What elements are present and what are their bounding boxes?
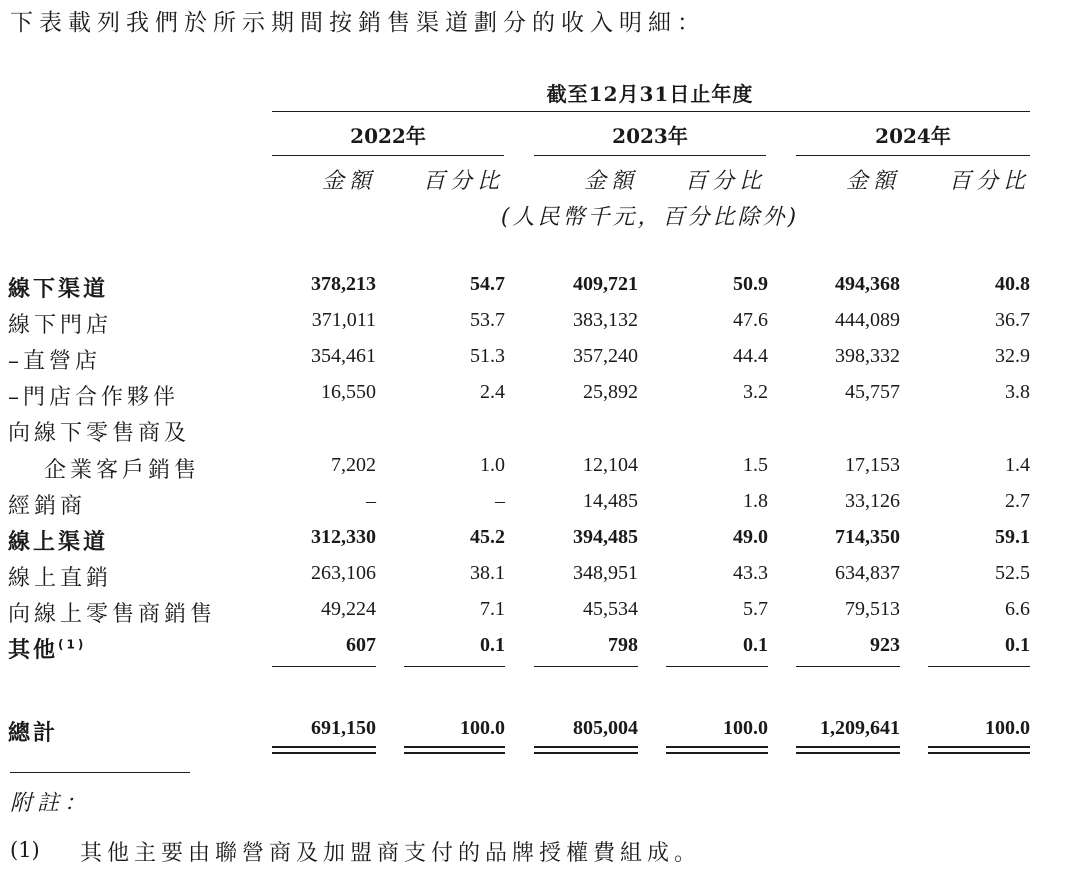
percentage-cell: 59.1 bbox=[995, 525, 1030, 548]
amount-cell: 33,126 bbox=[845, 489, 900, 512]
table-row bbox=[0, 557, 1077, 593]
year-header-2024: 2024年 bbox=[875, 124, 951, 148]
amount-cell: 7,202 bbox=[331, 453, 376, 476]
amount-cell: 383,132 bbox=[573, 309, 638, 332]
row-label bbox=[8, 380, 179, 411]
subtotal-rule bbox=[272, 666, 376, 667]
percentage-cell: 3.2 bbox=[743, 381, 768, 404]
percentage-cell: 1.5 bbox=[743, 453, 768, 476]
percentage-cell: 0.1 bbox=[743, 634, 768, 656]
percentage-header-2024: 百分比 bbox=[948, 169, 1030, 194]
amount-cell: 714,350 bbox=[835, 525, 900, 548]
table-row bbox=[0, 521, 1077, 557]
percentage-cell: 50.9 bbox=[733, 273, 768, 295]
amount-cell: 49,224 bbox=[321, 597, 376, 620]
percentage-cell: 2.7 bbox=[1005, 489, 1030, 512]
percentage-cell: 40.8 bbox=[995, 273, 1030, 295]
row-label-text: 經銷商 bbox=[8, 493, 87, 519]
amount-cell: 409,721 bbox=[573, 273, 638, 295]
total-double-rule bbox=[272, 746, 376, 754]
total-double-rule bbox=[666, 746, 768, 754]
notes-title: 附註： bbox=[10, 791, 92, 816]
amount-cell: 25,892 bbox=[583, 381, 638, 404]
percentage-cell: 38.1 bbox=[470, 561, 505, 584]
percentage-cell: 51.3 bbox=[470, 345, 505, 368]
percentage-cell: – bbox=[495, 489, 505, 512]
total-double-rule bbox=[404, 746, 505, 754]
unit-note: (人民幣千元，百分比除外) bbox=[500, 205, 800, 230]
row-label bbox=[44, 453, 200, 484]
subtotal-rule bbox=[534, 666, 638, 667]
row-label-text: 線下渠道 bbox=[8, 277, 109, 302]
amount-cell: 79,513 bbox=[845, 597, 900, 620]
percentage-header-2022: 百分比 bbox=[422, 169, 504, 194]
percentage-cell: 2.4 bbox=[480, 381, 505, 404]
percentage-cell: 52.5 bbox=[995, 561, 1030, 584]
table-row bbox=[0, 412, 1077, 448]
amount-cell: 354,461 bbox=[311, 345, 376, 368]
total-double-rule bbox=[534, 746, 638, 754]
year-rule-2023 bbox=[534, 155, 766, 156]
total-percentage-cell: 100.0 bbox=[460, 717, 505, 739]
year-header-2022: 2022年 bbox=[350, 124, 426, 148]
subtotal-rule bbox=[404, 666, 505, 667]
subtotal-rule bbox=[796, 666, 900, 667]
amount-cell: 14,485 bbox=[583, 489, 638, 512]
percentage-cell: 54.7 bbox=[470, 273, 505, 295]
amount-cell: 45,534 bbox=[583, 597, 638, 620]
percentage-cell: 53.7 bbox=[470, 309, 505, 332]
percentage-cell: 49.0 bbox=[733, 525, 768, 548]
total-double-rule bbox=[928, 746, 1030, 754]
amount-cell: 378,213 bbox=[311, 273, 376, 295]
row-label bbox=[8, 561, 112, 592]
percentage-cell: 43.3 bbox=[733, 561, 768, 584]
amount-cell: 398,332 bbox=[835, 345, 900, 368]
table-row bbox=[0, 449, 1077, 485]
row-label bbox=[8, 416, 190, 447]
percentage-cell: 47.6 bbox=[733, 309, 768, 332]
amount-cell: 16,550 bbox=[321, 381, 376, 404]
row-label-text: 線上渠道 bbox=[8, 529, 109, 555]
amount-cell: 45,757 bbox=[845, 381, 900, 404]
row-label bbox=[8, 597, 216, 628]
amount-cell: – bbox=[366, 489, 376, 512]
percentage-cell: 44.4 bbox=[733, 345, 768, 368]
amount-cell: 371,011 bbox=[311, 309, 376, 332]
table-row bbox=[0, 485, 1077, 521]
year-rule-2022 bbox=[272, 155, 504, 156]
percentage-cell: 45.2 bbox=[470, 525, 505, 548]
row-label-text: 線下門店 bbox=[8, 313, 113, 339]
percentage-cell: 5.7 bbox=[743, 597, 768, 620]
total-row bbox=[0, 712, 1077, 748]
row-label-text: 向線上零售商銷售 bbox=[8, 601, 217, 627]
total-percentage-cell: 100.0 bbox=[985, 717, 1030, 739]
total-label: 總計 bbox=[8, 721, 59, 746]
percentage-cell: 0.1 bbox=[480, 634, 505, 656]
row-label bbox=[8, 489, 86, 520]
amount-cell: 798 bbox=[608, 634, 638, 656]
table-row bbox=[0, 268, 1077, 304]
year-rule-2024 bbox=[796, 155, 1030, 156]
row-label-text: 企業客戶銷售 bbox=[44, 457, 201, 483]
percentage-cell: 32.9 bbox=[995, 345, 1030, 368]
percentage-cell: 1.0 bbox=[480, 453, 505, 476]
table-row bbox=[0, 629, 1077, 665]
amount-header-2024: 金額 bbox=[845, 169, 900, 194]
table-row bbox=[0, 376, 1077, 412]
total-percentage-cell: 100.0 bbox=[723, 717, 768, 739]
percentage-cell: 1.4 bbox=[1005, 453, 1030, 476]
subtotal-rule bbox=[666, 666, 768, 667]
row-label bbox=[8, 344, 101, 375]
row-label-text: –門店合作夥伴 bbox=[8, 385, 180, 411]
table-row bbox=[0, 593, 1077, 629]
period-rule bbox=[272, 111, 1030, 112]
table-row bbox=[0, 340, 1077, 376]
note-marker: (1) bbox=[58, 637, 87, 652]
percentage-cell: 7.1 bbox=[480, 597, 505, 620]
percentage-cell: 1.8 bbox=[743, 489, 768, 512]
total-amount-cell: 691,150 bbox=[311, 717, 376, 739]
amount-cell: 923 bbox=[870, 634, 900, 656]
total-double-rule bbox=[796, 746, 900, 754]
note-number: (1) bbox=[10, 838, 40, 862]
amount-cell: 634,837 bbox=[835, 561, 900, 584]
row-label bbox=[8, 525, 108, 556]
note-text: 其他主要由聯營商及加盟商支付的品牌授權費組成。 bbox=[80, 841, 702, 866]
percentage-cell: 36.7 bbox=[995, 309, 1030, 332]
table-row bbox=[0, 304, 1077, 340]
amount-cell: 444,089 bbox=[835, 309, 900, 332]
amount-cell: 263,106 bbox=[311, 561, 376, 584]
row-label bbox=[8, 272, 108, 303]
percentage-header-2023: 百分比 bbox=[684, 169, 766, 194]
amount-cell: 348,951 bbox=[573, 561, 638, 584]
row-label-text: 向線下零售商及 bbox=[8, 421, 191, 447]
row-label bbox=[8, 308, 112, 339]
amount-cell: 17,153 bbox=[845, 453, 900, 476]
notes-divider bbox=[10, 772, 190, 773]
period-header: 截至12月31日止年度 bbox=[546, 82, 754, 106]
total-amount-cell: 1,209,641 bbox=[820, 717, 900, 739]
amount-header-2023: 金額 bbox=[583, 169, 638, 194]
row-label-text: –直營店 bbox=[8, 349, 102, 375]
year-header-2023: 2023年 bbox=[612, 124, 688, 148]
percentage-cell: 3.8 bbox=[1005, 381, 1030, 404]
amount-cell: 607 bbox=[346, 634, 376, 656]
row-label bbox=[8, 633, 86, 664]
amount-cell: 394,485 bbox=[573, 525, 638, 548]
amount-cell: 12,104 bbox=[583, 453, 638, 476]
amount-cell: 357,240 bbox=[573, 345, 638, 368]
amount-cell: 494,368 bbox=[835, 273, 900, 295]
amount-cell: 312,330 bbox=[311, 525, 376, 548]
subtotal-rule bbox=[928, 666, 1030, 667]
percentage-cell: 0.1 bbox=[1005, 634, 1030, 656]
total-amount-cell: 805,004 bbox=[573, 717, 638, 739]
amount-header-2022: 金額 bbox=[321, 169, 376, 194]
intro-text: 下表載列我們於所示期間按銷售渠道劃分的收入明細： bbox=[10, 10, 706, 36]
percentage-cell: 6.6 bbox=[1005, 597, 1030, 620]
row-label-text: 線上直銷 bbox=[8, 565, 113, 591]
row-label-text: 其他 bbox=[8, 638, 59, 663]
